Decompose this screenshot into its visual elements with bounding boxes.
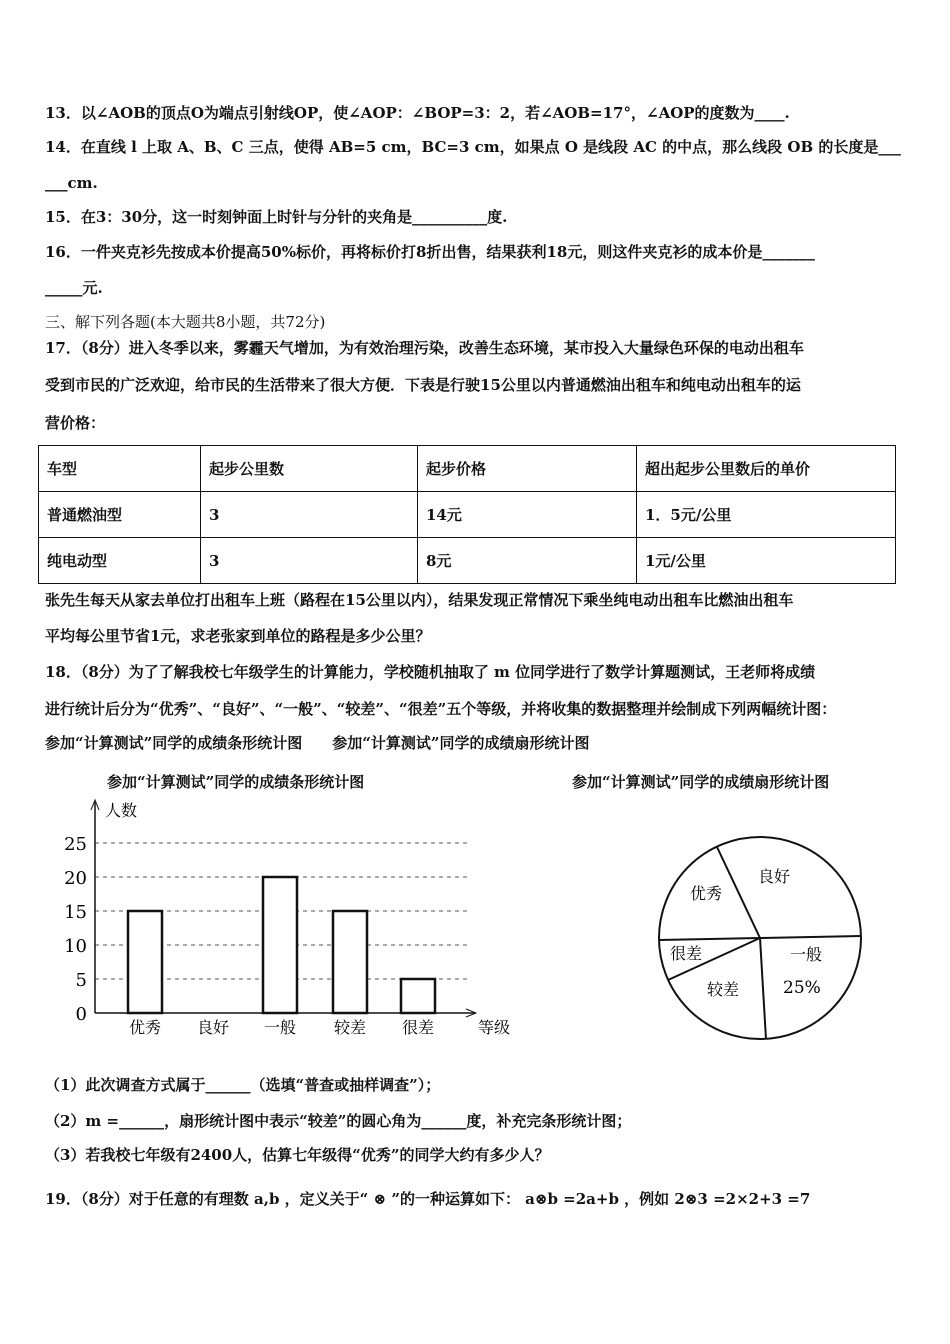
question-17-line4: 张先生每天从家去单位打出租车上班（路程在15公里以内），结果发现正常情况下乘坐纯电动出租车比燃油出租车 xyxy=(45,591,794,609)
pie-chart-title: 参加“计算测试”同学的成绩扇形统计图 xyxy=(572,773,830,791)
x-tick-label: 一般 xyxy=(263,1018,297,1037)
question-18-part1: （1）此次调查方式属于______（选填“普查或抽样调查”）； xyxy=(45,1076,441,1094)
question-17-line2: 受到市民的广泛欢迎，给市民的生活带来了很大方便．下表是行驶15公里以内普通燃油出租车和纯电动出租车的运 xyxy=(45,376,801,394)
question-14-cont: ___cm. xyxy=(45,174,98,192)
pie-label: 很差 xyxy=(670,944,703,963)
table-header: 起步公里数 xyxy=(201,446,418,492)
y-tick-label: 15 xyxy=(64,902,87,923)
question-16-cont: _____元. xyxy=(45,279,103,297)
table-row xyxy=(39,538,896,584)
x-tick-label: 很差 xyxy=(401,1018,435,1037)
fare-table xyxy=(38,445,896,584)
y-axis-label: 人数 xyxy=(105,801,138,820)
table-cell: 14元 xyxy=(418,492,637,538)
table-cell: 3 xyxy=(201,492,418,538)
pie-label: 良好 xyxy=(758,867,791,886)
table-cell: 1元/公里 xyxy=(637,538,896,584)
question-16: 16．一件夹克衫先按成本价提高50%标价，再将标价打8折出售，结果获利18元，则这件夹克衫的成本价是_______ xyxy=(45,243,815,261)
y-tick-label: 10 xyxy=(64,936,87,957)
pie-label: 优秀 xyxy=(690,884,723,903)
question-17: 17．（8分）进入冬季以来，雾霾天气增加，为有效治理污染，改善生态环境，某市投入大量绿色环保的电动出租车 xyxy=(45,339,804,357)
question-13: 13．以∠AOB的顶点O为端点引射线OP，使∠AOP：∠BOP=3：2，若∠AOB=17°，∠AOP的度数为____. xyxy=(45,104,790,122)
table-header: 起步价格 xyxy=(418,446,637,492)
bar-chart xyxy=(0,790,540,1050)
bar xyxy=(401,979,435,1013)
x-tick-label: 优秀 xyxy=(128,1018,162,1037)
table-cell: 1．5元/公里 xyxy=(637,492,896,538)
table-row xyxy=(39,492,896,538)
question-18: 18．（8分）为了了解我校七年级学生的计算能力，学校随机抽取了 m 位同学进行了数学计算题测试，王老师将成绩 xyxy=(45,663,816,681)
pie-boundary xyxy=(717,847,760,938)
pie-boundary xyxy=(760,936,861,938)
x-tick-label: 较差 xyxy=(333,1018,367,1037)
question-18-line3: 参加“计算测试”同学的成绩条形统计图 参加“计算测试”同学的成绩扇形统计图 xyxy=(45,734,590,752)
pie-label: 一般 xyxy=(790,945,823,964)
x-axis-label: 等级 xyxy=(478,1018,511,1037)
bar xyxy=(333,911,367,1013)
y-tick-label: 20 xyxy=(64,868,87,889)
y-tick-label: 5 xyxy=(75,970,87,991)
question-17-line5: 平均每公里节省1元，求老张家到单位的路程是多少公里？ xyxy=(45,627,431,645)
question-18-part3: （3）若我校七年级有2400人，估算七年级得“优秀”的同学大约有多少人？ xyxy=(45,1146,550,1164)
bar xyxy=(263,877,297,1013)
y-tick-label: 25 xyxy=(64,834,87,855)
table-cell: 纯电动型 xyxy=(39,538,201,584)
question-17-line3: 营价格： xyxy=(45,414,106,432)
question-18-line2: 进行统计后分为“优秀”、“良好”、“一般”、“较差”、“很差”五个等级，并将收集的数据整理并绘制成下列两幅统计图： xyxy=(45,700,837,718)
question-19: 19．（8分）对于任意的有理数 a,b ，定义关于“ ⊗ ”的一种运算如下： a⊗b =2a+b ，例如 2⊗3 =2×2+3 =7 xyxy=(45,1190,811,1208)
question-14: 14．在直线 l 上取 A、B、C 三点，使得 AB=5 cm，BC=3 cm，如果点 O 是线段 AC 的中点，那么线段 OB 的长度是___ xyxy=(45,138,901,156)
table-cell: 8元 xyxy=(418,538,637,584)
bar xyxy=(128,911,162,1013)
table-header: 超出起步公里数后的单价 xyxy=(637,446,896,492)
pie-label: 较差 xyxy=(707,980,740,999)
pie-boundary xyxy=(659,938,760,940)
question-15: 15．在3：30分，这一时刻钟面上时针与分针的夹角是__________度. xyxy=(45,208,508,226)
table-cell: 3 xyxy=(201,538,418,584)
y-tick-label: 0 xyxy=(75,1004,87,1025)
x-tick-label: 良好 xyxy=(196,1018,230,1037)
section-heading: 三、解下列各题(本大题共8小题，共72分) xyxy=(45,313,326,331)
bar-chart-title: 参加“计算测试”同学的成绩条形统计图 xyxy=(107,773,365,791)
pie-annotation: 25% xyxy=(783,978,821,998)
pie-chart xyxy=(650,828,870,1048)
table-header-row xyxy=(39,446,896,492)
table-cell: 普通燃油型 xyxy=(39,492,201,538)
table-header: 车型 xyxy=(39,446,201,492)
question-18-part2: （2）m =______，扇形统计图中表示“较差”的圆心角为______度，补充完条形统计图； xyxy=(45,1112,632,1130)
pie-boundary xyxy=(760,938,766,1039)
